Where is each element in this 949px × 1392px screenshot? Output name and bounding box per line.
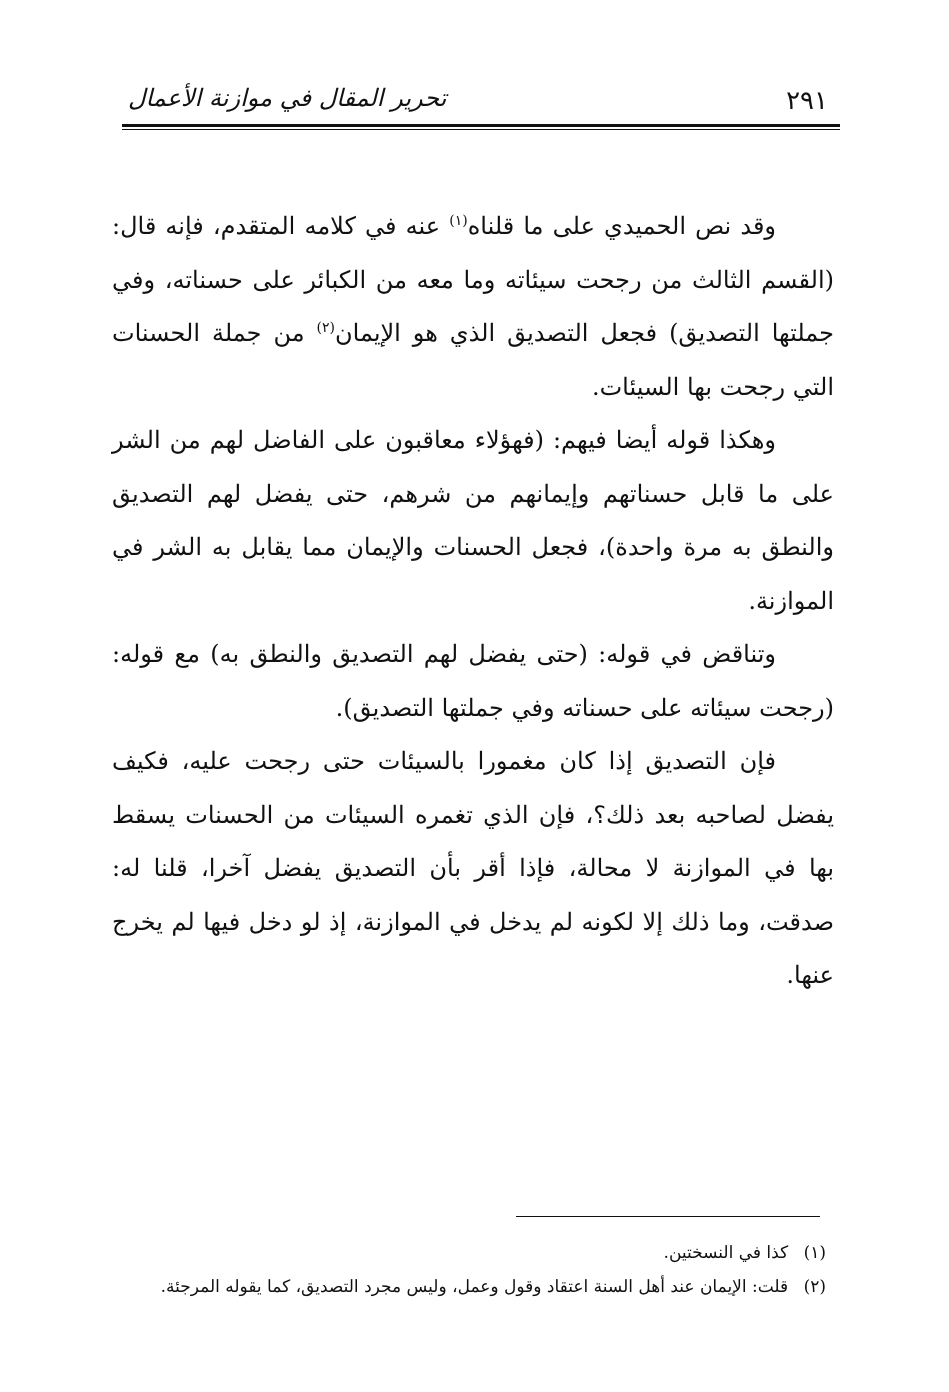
- footnote-ref-2[interactable]: (٢): [316, 320, 335, 336]
- paragraph-1-part-b: عنه في كلامه المتقدم، فإنه قال: (القسم الثالث من رجحت سيئاته وما معه من الكبائر على حسناته، وفي جملتها التصديق) فجعل التصديق الذي هو الإيمان: [112, 212, 834, 347]
- running-title: تحرير المقال في موازنة الأعمال: [128, 84, 447, 112]
- footnote-number: (١): [803, 1243, 826, 1263]
- footnote-ref-1[interactable]: (١): [449, 213, 468, 229]
- paragraph-4: فإن التصديق إذا كان مغمورا بالسيئات حتى رجحت عليه، فكيف يفضل لصاحبه بعد ذلك؟، فإن الذي تغمره السيئات من الحسنات يسقط بها في الموازنة لا محالة، فإذا أقر بأن التصديق يفضل آخرا، قلنا له: صدقت، وما ذلك إلا لكونه لم يدخل في الموازنة، إذ لو دخل فيها لم يخرج عنها.: [112, 747, 834, 989]
- footnotes: [112, 1236, 826, 1304]
- body-text: [112, 200, 834, 1003]
- paragraph-3: وتناقض في قوله: (حتى يفضل لهم التصديق والنطق به) مع قوله: (رجحت سيئاته على حسناته وفي جملتها التصديق).: [112, 640, 834, 722]
- footnote-number: (٢): [803, 1277, 826, 1297]
- footnote-text: كذا في النسختين.: [663, 1243, 789, 1263]
- paragraph-1-part-a: وقد نص الحميدي على ما قلناه: [467, 212, 777, 240]
- paragraph-2: وهكذا قوله أيضا فيهم: (فهؤلاء معاقبون على الفاضل لهم من الشر على ما قابل حسناتهم وإيمانهم من شرهم، حتى يفضل لهم التصديق والنطق به مرة واحدة)، فجعل الحسنات والإيمان مما يقابل به الشر في الموازنة.: [112, 426, 834, 615]
- footnote-1: [112, 1236, 826, 1270]
- paragraph-1-part-c: من جملة الحسنات التي رجحت بها السيئات.: [112, 319, 834, 401]
- header-rule: [122, 124, 840, 130]
- page-number: ٢٩١: [786, 86, 828, 116]
- page-header: [122, 78, 840, 122]
- footnote-separator: [516, 1216, 820, 1217]
- paragraph-1: [112, 200, 834, 414]
- footnote-text: قلت: الإيمان عند أهل السنة اعتقاد وقول وعمل، وليس مجرد التصديق، كما يقوله المرجئة.: [160, 1277, 789, 1297]
- footnote-2: [112, 1270, 826, 1304]
